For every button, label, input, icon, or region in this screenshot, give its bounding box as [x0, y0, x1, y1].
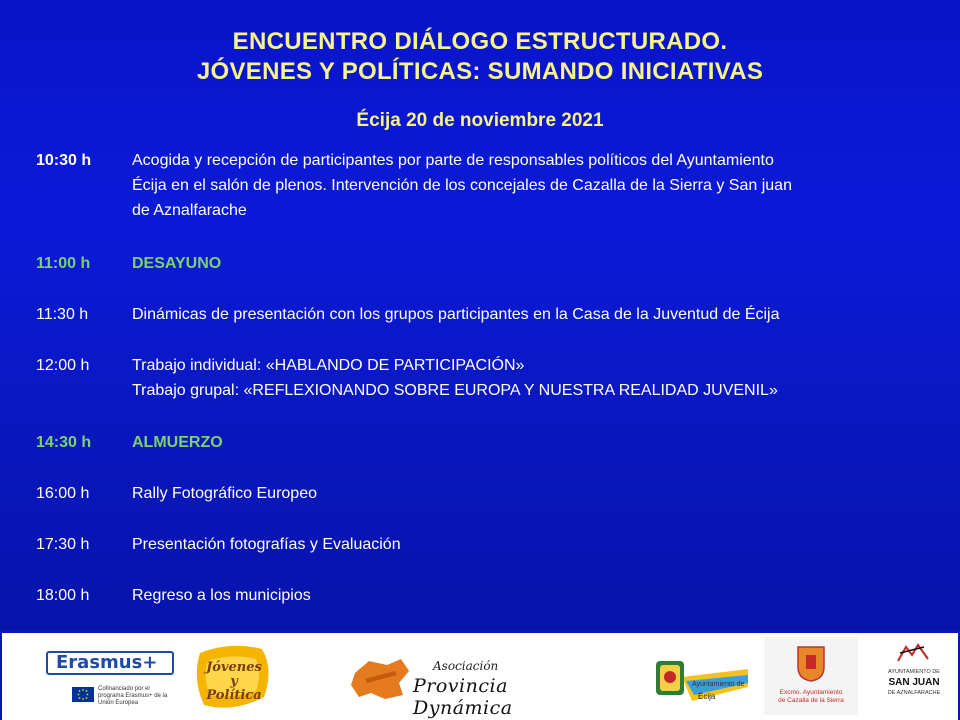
agenda-line: Acogida y recepción de participantes por parte de responsables políticos del Ayuntamiento [132, 152, 774, 169]
agenda-line: ALMUERZO [132, 434, 223, 451]
agenda-line: Trabajo individual: «HABLANDO DE PARTICIPACIÓN» [132, 357, 525, 374]
title-line-2: JÓVENES Y POLÍTICAS: SUMANDO INICIATIVAS [196, 58, 764, 85]
agenda-line: DESAYUNO [132, 255, 222, 272]
map-airplane-icon [347, 653, 417, 703]
jovenes-politica-logo [190, 639, 276, 715]
jovenes-politica-text: Jóvenes y Política [206, 660, 262, 703]
provincia-dynamica-logo [347, 653, 612, 719]
cazalla-shield-icon [796, 645, 826, 683]
provincia-dynamica-label: Provincia Dynámica [413, 675, 513, 719]
agenda-time: 11:00 h [36, 255, 91, 272]
agenda-time: 11:30 h [36, 306, 89, 323]
agenda-description [132, 148, 932, 223]
agenda-line: Rally Fotográfico Europeo [132, 485, 317, 502]
erasmus-logo [46, 651, 176, 713]
ecija-caption-2: Écija [698, 692, 716, 701]
cazalla-caption-2: de Cazalla de la Sierra [778, 697, 844, 704]
san-juan-caption-2: SAN JUAN [888, 677, 940, 688]
agenda-time: 10:30 h [36, 152, 92, 169]
erasmus-wordmark: Erasmus+ [56, 652, 158, 673]
agenda-line: Écija en el salón de plenos. Intervención de los concejales de Cazalla de la Sierra y San juan [132, 177, 792, 194]
logo-footer [0, 630, 960, 720]
san-juan-caption-1: AYUNTAMIENTO DE [888, 669, 940, 675]
san-juan-logo [880, 639, 948, 717]
agenda-time: 16:00 h [36, 485, 90, 502]
logo-strip [2, 633, 958, 720]
agenda-line: Regreso a los municipios [132, 587, 311, 604]
erasmus-caption: Cofinanciado por el programa Erasmus+ de la Unión Europea [98, 686, 168, 706]
title-line-1: ENCUENTRO DIÁLOGO ESTRUCTURADO. [232, 28, 728, 55]
event-date: Écija 20 de noviembre 2021 [356, 110, 604, 131]
eu-flag-icon [72, 687, 94, 702]
san-juan-caption-3: DE AZNALFARACHE [887, 690, 941, 696]
ecija-logo [652, 657, 748, 715]
cazalla-caption-1: Excmo. Ayuntamiento [779, 689, 843, 696]
agenda-line: Presentación fotografías y Evaluación [132, 536, 401, 553]
agenda-time: 14:30 h [36, 434, 92, 451]
ecija-caption-1: Ayuntamiento de [692, 681, 745, 688]
asociacion-label: Asociación [433, 659, 499, 673]
agenda-line: Dinámicas de presentación con los grupos participantes en la Casa de la Juventud de Écija [132, 306, 780, 323]
agenda-time: 12:00 h [36, 357, 90, 374]
agenda-time: 17:30 h [36, 536, 90, 553]
agenda-line: Trabajo grupal: «REFLEXIONANDO SOBRE EUROPA Y NUESTRA REALIDAD JUVENIL» [132, 382, 778, 399]
cazalla-logo [764, 637, 858, 715]
agenda-time: 18:00 h [36, 587, 90, 604]
agenda-line: de Aznalfarache [132, 202, 247, 219]
san-juan-emblem-icon [894, 641, 934, 665]
agenda-description [132, 353, 932, 403]
